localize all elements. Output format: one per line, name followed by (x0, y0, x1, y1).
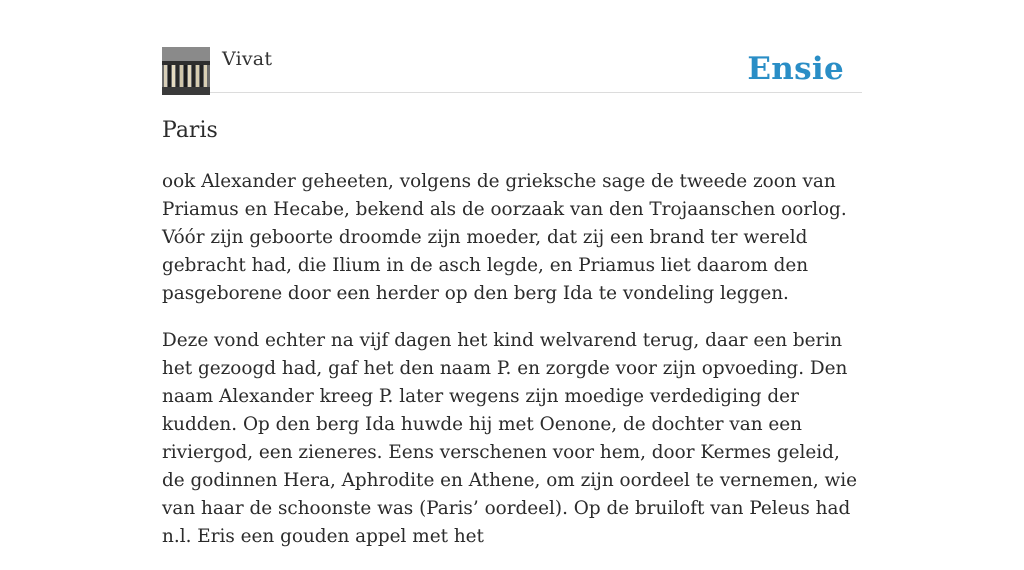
article-body (162, 168, 862, 570)
page-title: Paris (162, 118, 218, 143)
article-paragraph: Deze vond echter na vijf dagen het kind welvarend terug, daar een berin het gezoogd had, gaf het den naam P. en zorgde voor zijn opvoeding. Den naam Alexander kreeg P. later wegens zijn moedige verdediging der kudden. Op den berg Ida huwde hij met Oenone, de dochter van een riviergod, een zieneres. Eens verschenen voor hem, door Kermes geleid, de godinnen Hera, Aphrodite en Athene, om zijn oordeel te vernemen, wie van haar de schoonste was (Paris’ oordeel). Op de bruiloft van Peleus had n.l. Eris een gouden appel met het (162, 330, 858, 547)
brand-logo[interactable]: Ensie (747, 51, 844, 87)
author-avatar[interactable] (162, 47, 210, 95)
author-name[interactable]: Vivat (222, 48, 273, 70)
bookshelf-avatar-icon (162, 47, 210, 95)
page-header (162, 46, 862, 93)
article-paragraph: ook Alexander geheeten, volgens de grieksche sage de tweede zoon van Priamus en Hecabe, bekend als de oorzaak van den Trojaanschen oorlog. Vóór zijn geboorte droomde zijn moeder, dat zij een brand ter wereld gebracht had, die Ilium in de asch legde, en Priamus liet daarom den pasgeborene door een herder op den berg Ida te vondeling leggen. (162, 171, 847, 304)
